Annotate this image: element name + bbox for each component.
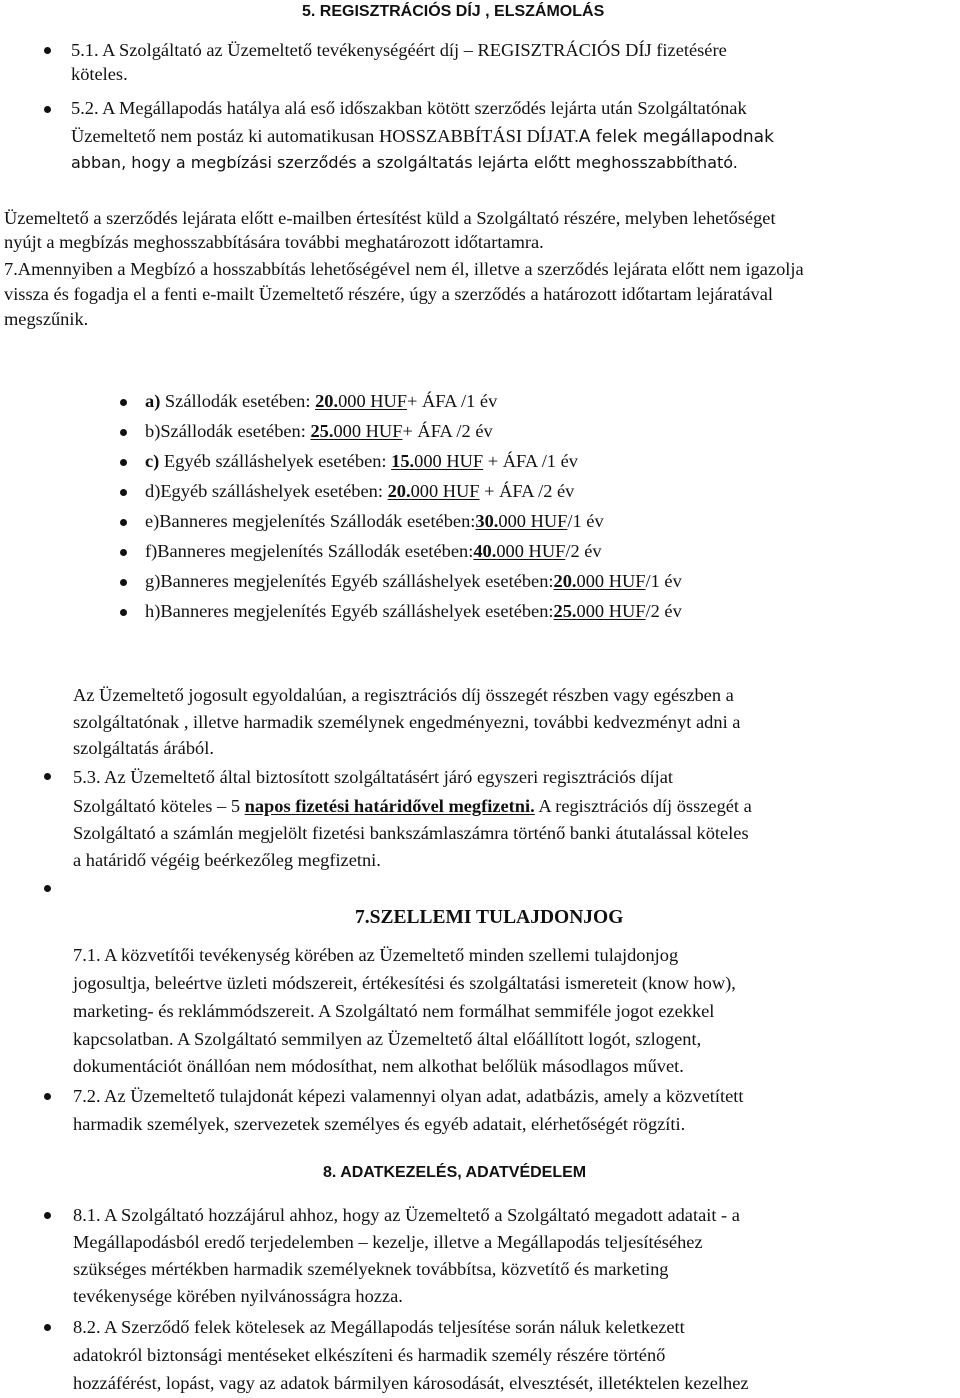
- fee-item: [145, 392, 497, 410]
- bullet: [120, 609, 127, 616]
- bullet: [120, 489, 127, 496]
- fee-tail: + ÁFA /1 év: [483, 451, 578, 471]
- fee-amount: 000 HUF: [333, 421, 403, 441]
- fee-tail: /2 év: [645, 601, 682, 621]
- bullet: [44, 1324, 51, 1331]
- fee-label: Egyéb szálláshelyek esetében:: [159, 451, 392, 471]
- fee-tail: + ÁFA /2 év: [402, 421, 493, 441]
- fee-item: [145, 572, 682, 590]
- fee-tail: /1 év: [567, 511, 604, 531]
- section-5-title: 5. REGISZTRÁCIÓS DÍJ , ELSZÁMOLÁS: [302, 3, 605, 20]
- item-5-1-line: köteles.: [71, 64, 128, 84]
- fee-amount-bold: 20.: [387, 481, 411, 501]
- fee-item: [145, 602, 682, 620]
- notice-paragraph-line: nyújt a megbízás meghosszabbítására további meghatározott időtartamra.: [4, 232, 544, 252]
- fee-amount: 000 HUF: [576, 571, 646, 591]
- notice-paragraph-line: Üzemeltető a szerződés lejárata előtt e-mailben értesítést küld a Szolgáltató részére, melyben lehetőséget: [4, 208, 776, 228]
- bullet: [44, 106, 51, 113]
- fee-label: h)Banneres megjelenítés Egyéb szálláshelyek esetében:: [145, 601, 554, 621]
- fee-label: b)Szállodák esetében:: [145, 421, 311, 441]
- item-7-1-line: kapcsolatban. A Szolgáltató semmilyen az Üzemeltető által előállított logót, szlogent,: [73, 1029, 702, 1049]
- item-5-3-line: a határidő végéig beérkezőleg megfizetni.: [73, 850, 381, 870]
- bullet: [44, 773, 51, 780]
- para-7-line: vissza és fogadja el a fenti e-mailt Üzemeltető részére, úgy a szerződés a határozott időtartam lejáratával: [4, 284, 773, 304]
- assign-line: szolgáltatónak , illetve harmadik személynek engedményezni, további kedvezményt adni a: [73, 712, 741, 732]
- bullet: [120, 459, 127, 466]
- fee-amount-bold: 20.: [315, 391, 339, 411]
- fee-amount: 000 HUF: [410, 481, 480, 501]
- fee-amount: 000 HUF: [414, 451, 484, 471]
- item-7-1-line: 7.1. A közvetítői tevékenység körében az Üzemeltető minden szellemi tulajdonjog: [73, 945, 679, 965]
- fee-tail: /1 év: [645, 571, 682, 591]
- bullet: [120, 399, 127, 406]
- fee-amount-bold: 15.: [391, 451, 415, 471]
- assign-line: szolgáltatás árából.: [73, 738, 214, 758]
- fee-label: f)Banneres megjelenítés Szállodák esetében:: [145, 541, 474, 561]
- fee-amount-bold: 25.: [553, 601, 577, 621]
- fee-amount: 000 HUF: [576, 601, 646, 621]
- fee-amount: 000 HUF: [498, 511, 568, 531]
- item-8-2-line: 8.2. A Szerződő felek kötelesek az Megállapodás teljesítése során náluk keletkezett: [73, 1317, 685, 1337]
- bullet: [120, 429, 127, 436]
- item-7-1-line: jogosultja, beleértve üzleti módszereit, értékesítési és szolgáltatási ismereteit (know how),: [73, 973, 736, 993]
- bullet: [120, 519, 127, 526]
- item-5-2-line: abban, hogy a megbízási szerződés a szolgáltatás lejárta előtt meghosszabbítható.: [71, 153, 738, 172]
- item-8-1-line: 8.1. A Szolgáltató hozzájárul ahhoz, hogy az Üzemeltető a Szolgáltató megadott adatait - a: [73, 1205, 740, 1225]
- para-7-line: megszűnik.: [4, 309, 89, 329]
- bullet: [120, 579, 127, 586]
- item-5-3-line: 5.3. Az Üzemeltető által biztosított szolgáltatásért járó egyszeri regisztrációs díjat: [73, 767, 674, 787]
- fee-amount-bold: 25.: [310, 421, 334, 441]
- item-7-1-line: dokumentációt önállóan nem módosíthat, nem alkothat belőlük másodlagos művet.: [73, 1056, 684, 1076]
- item-7-2-line: harmadik személyek, szervezetek személyes és egyéb adatait, elérhetőségét rögzíti.: [73, 1114, 686, 1134]
- fee-label-bold: c): [145, 451, 160, 471]
- bullet: [44, 1093, 51, 1100]
- item-8-1-line: szükséges mértékben harmadik személyeknek továbbítsa, közvetítő és marketing: [73, 1259, 669, 1279]
- fee-item: [145, 452, 578, 470]
- fee-amount-bold: 40.: [473, 541, 497, 561]
- fee-item: [145, 542, 602, 560]
- fee-tail: + ÁFA /2 év: [479, 481, 575, 501]
- item-5-2-line: 5.2. A Megállapodás hatálya alá eső időszakban kötött szerződés lejárta után Szolgáltatónak: [71, 98, 747, 118]
- item-5-1-line: 5.1. A Szolgáltató az Üzemeltető tevékenységéért díj – REGISZTRÁCIÓS DÍJ fizetésére: [71, 40, 727, 60]
- fee-item: [145, 422, 493, 440]
- fee-item: [145, 512, 604, 530]
- fee-amount: 000 HUF: [338, 391, 408, 411]
- fee-tail: + ÁFA /1 év: [407, 391, 498, 411]
- item-5-3-line: Szolgáltató a számlán megjelölt fizetési bankszámlaszámra történő banki átutalással köteles: [73, 823, 749, 843]
- fee-amount-bold: 30.: [475, 511, 499, 531]
- fee-label: d)Egyéb szálláshelyek esetében:: [145, 481, 388, 501]
- para-7-line: 7.Amennyiben a Megbízó a hosszabbítás lehetőségével nem él, illetve a szerződés lejárata előtt nem igazolja: [4, 259, 804, 279]
- bullet: [44, 47, 51, 54]
- fee-label-bold: a): [145, 391, 161, 411]
- item-8-1-line: Megállapodásból eredő terjedelemben – kezelje, illetve a Megállapodás teljesítéséhez: [73, 1232, 703, 1252]
- bullet: [120, 549, 127, 556]
- fee-label: e)Banneres megjelenítés Szállodák esetében:: [145, 511, 476, 531]
- fee-amount-bold: 20.: [553, 571, 577, 591]
- fee-tail: /2 év: [565, 541, 602, 561]
- item-8-1-line: tevékenysége körében nyilvánosságra hozza.: [73, 1286, 403, 1306]
- item-8-2-line: hozzáférést, lopást, vagy az adatok bármilyen károsodását, elvesztését, illetéktelen kezelhez: [73, 1373, 749, 1393]
- fee-item: [145, 482, 574, 500]
- section-7-title: 7.SZELLEMI TULAJDONJOG: [355, 907, 624, 928]
- item-7-2-line: 7.2. Az Üzemeltető tulajdonát képezi valamennyi olyan adat, adatbázis, amely a közvetített: [73, 1086, 744, 1106]
- item-5-2-line: Üzemeltető nem postáz ki automatikusan HOSSZABBÍTÁSI DÍJAT.A felek megállapodnak: [71, 126, 774, 147]
- bullet: [44, 885, 51, 892]
- fee-label: Szállodák esetében:: [160, 391, 316, 411]
- item-5-3-line: Szolgáltató köteles – 5 napos fizetési határidővel megfizetni. A regisztrációs díj összegét a: [73, 796, 752, 816]
- fee-amount: 000 HUF: [496, 541, 566, 561]
- item-7-1-line: marketing- és reklámmódszereit. A Szolgáltató nem formálhat semmiféle jogot ezekkel: [73, 1001, 715, 1021]
- item-8-2-line: adatokról biztonsági mentéseket elkészíteni és harmadik személy részére történő: [73, 1345, 666, 1365]
- section-8-title: 8. ADATKEZELÉS, ADATVÉDELEM: [323, 1164, 587, 1181]
- assign-line: Az Üzemeltető jogosult egyoldalúan, a regisztrációs díj összegét részben vagy egészben a: [73, 685, 734, 705]
- fee-label: g)Banneres megjelenítés Egyéb szálláshelyek esetében:: [145, 571, 554, 591]
- bullet: [44, 1212, 51, 1219]
